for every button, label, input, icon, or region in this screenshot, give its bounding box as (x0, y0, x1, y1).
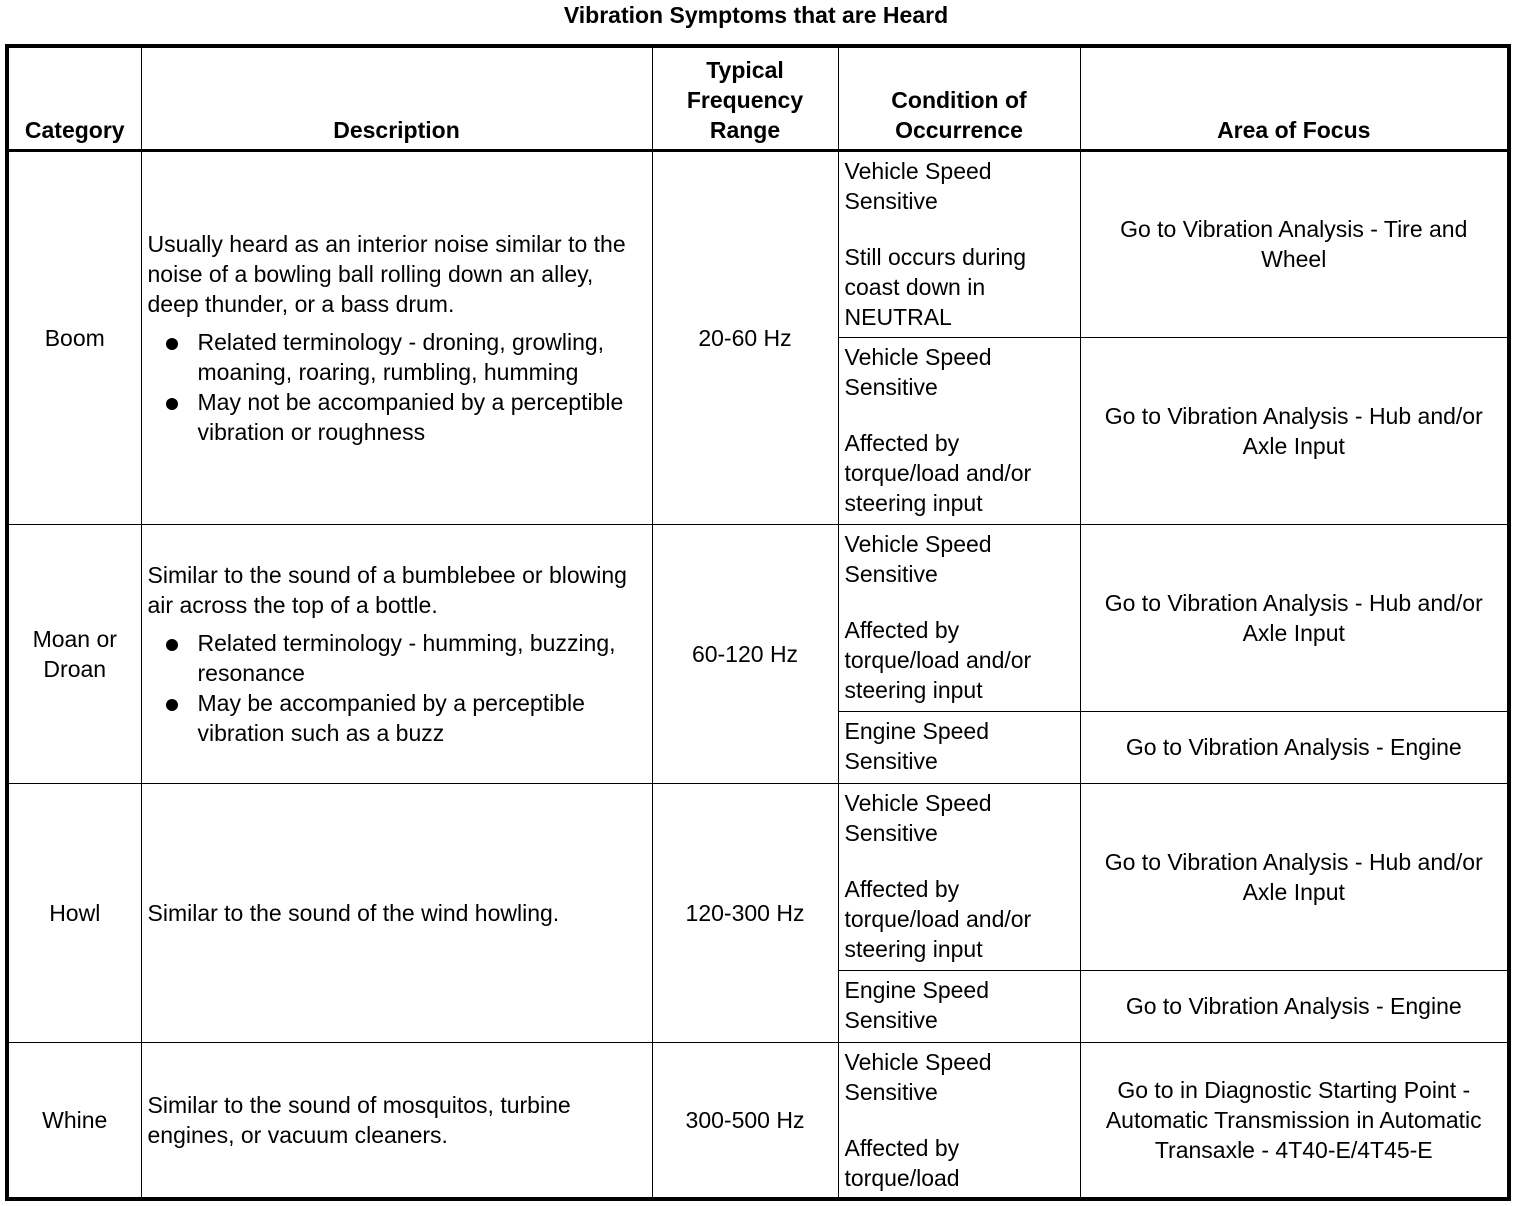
condition-cell: Vehicle Speed Sensitive Affected by torque/load and/or steering input (838, 783, 1080, 970)
list-item: May be accompanied by a perceptible vibration such as a buzz (148, 688, 646, 748)
focus-cell: Go to Vibration Analysis - Hub and/or Axle Input (1080, 337, 1509, 524)
description-cell: Similar to the sound of a bumblebee or blowing air across the top of a bottle. Related terminology - humming, buzzing, resonance May be accompanied by a perceptible vibration such as a buzz (141, 524, 652, 783)
header-frequency: Typical Frequency Range (652, 46, 838, 150)
list-item: May not be accompanied by a perceptible vibration or roughness (148, 387, 646, 447)
header-row (7, 46, 1509, 150)
condition-cell: Engine Speed Sensitive (838, 711, 1080, 783)
bullet-icon (166, 699, 178, 711)
table-row (7, 150, 1509, 337)
table-row (7, 783, 1509, 970)
focus-cell: Go to Vibration Analysis - Engine (1080, 711, 1509, 783)
frequency-cell: 120-300 Hz (652, 783, 838, 1042)
bullet-icon (166, 338, 178, 350)
bullet-icon (166, 398, 178, 410)
list-item: Related terminology - droning, growling, moaning, roaring, rumbling, humming (148, 327, 646, 387)
header-focus: Area of Focus (1080, 46, 1509, 150)
focus-cell: Go to Vibration Analysis - Tire and Wheel (1080, 150, 1509, 337)
focus-cell: Go to Vibration Analysis - Engine (1080, 970, 1509, 1042)
bullet-list (148, 327, 646, 447)
description-cell: Similar to the sound of the wind howling. (141, 783, 652, 1042)
condition-cell: Vehicle Speed Sensitive Still occurs during coast down in NEUTRAL (838, 150, 1080, 337)
bullet-icon (166, 639, 178, 651)
condition-cell: Vehicle Speed Sensitive Affected by torque/load (838, 1042, 1080, 1199)
description-cell: Usually heard as an interior noise similar to the noise of a bowling ball rolling down an alley, deep thunder, or a bass drum. Related terminology - droning, growling, moaning, roaring, rumbling, humming May not be accompanied by a perceptible vibration or roughness (141, 150, 652, 524)
category-cell: Boom (7, 150, 141, 524)
description-cell: Similar to the sound of mosquitos, turbine engines, or vacuum cleaners. (141, 1042, 652, 1199)
header-description: Description (141, 46, 652, 150)
table-row (7, 1042, 1509, 1199)
vibration-symptoms-table (5, 44, 1511, 1201)
frequency-cell: 60-120 Hz (652, 524, 838, 783)
category-cell: Moan or Droan (7, 524, 141, 783)
condition-cell: Engine Speed Sensitive (838, 970, 1080, 1042)
header-condition: Condition of Occurrence (838, 46, 1080, 150)
list-item: Related terminology - humming, buzzing, resonance (148, 628, 646, 688)
bullet-list (148, 628, 646, 748)
header-category: Category (7, 46, 141, 150)
condition-cell: Vehicle Speed Sensitive Affected by torque/load and/or steering input (838, 337, 1080, 524)
category-cell: Whine (7, 1042, 141, 1199)
table-row (7, 524, 1509, 711)
focus-cell: Go to Vibration Analysis - Hub and/or Axle Input (1080, 783, 1509, 970)
condition-cell: Vehicle Speed Sensitive Affected by torque/load and/or steering input (838, 524, 1080, 711)
frequency-cell: 20-60 Hz (652, 150, 838, 524)
frequency-cell: 300-500 Hz (652, 1042, 838, 1199)
focus-cell: Go to Vibration Analysis - Hub and/or Axle Input (1080, 524, 1509, 711)
document-title: Vibration Symptoms that are Heard (563, 2, 949, 28)
category-cell: Howl (7, 783, 141, 1042)
focus-cell: Go to in Diagnostic Starting Point - Automatic Transmission in Automatic Transaxle - 4T40-E/4T45-E (1080, 1042, 1509, 1199)
